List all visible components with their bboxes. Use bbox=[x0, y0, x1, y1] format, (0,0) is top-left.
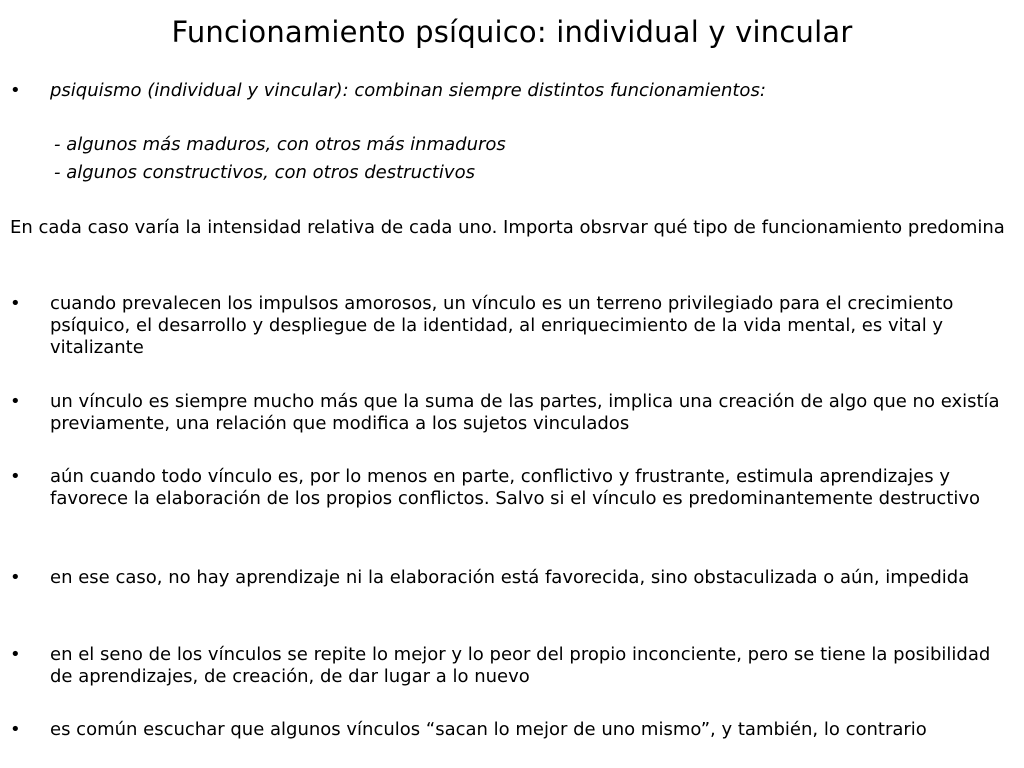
paragraph: En cada caso varía la intensidad relativa de cada uno. Importa obsrvar qué tipo de funcionamiento predomina bbox=[10, 217, 1005, 238]
bullet-text: en el seno de los vínculos se repite lo mejor y lo peor del propio inconciente, pero se tiene la posibilidad de aprendizajes, de creación, de dar lugar a lo nuevo bbox=[50, 644, 991, 687]
bullet-text: un vínculo es siempre mucho más que la suma de las partes, implica una creación de algo que no existía previamente, una relación que modifica a los sujetos vinculados bbox=[50, 391, 1000, 434]
bullet-text: aún cuando todo vínculo es, por lo menos en parte, conflictivo y frustrante, estimula aprendizajes y favorece la elaboración de los propios conflictos. Salvo si el vínculo es predominantemente destructivo bbox=[50, 466, 981, 509]
bullet-marker: • bbox=[10, 80, 21, 101]
bullet-text: es común escuchar que algunos vínculos “sacan lo mejor de uno mismo”, y también, lo contrario bbox=[50, 719, 927, 740]
bullet-marker: • bbox=[10, 391, 21, 412]
bullet-marker: • bbox=[10, 567, 21, 588]
intro-bullet-text: psiquismo (individual y vincular): combinan siempre distintos funcionamientos: bbox=[50, 80, 766, 101]
bullet-text: en ese caso, no hay aprendizaje ni la elaboración está favorecida, sino obstaculizada o aún, impedida bbox=[50, 567, 970, 588]
slide-title: Funcionamiento psíquico: individual y vincular bbox=[171, 15, 853, 49]
bullet-marker: • bbox=[10, 719, 21, 740]
sub-item: - algunos constructivos, con otros destructivos bbox=[54, 162, 475, 183]
bullet-marker: • bbox=[10, 466, 21, 487]
bullet-text: cuando prevalecen los impulsos amorosos, un vínculo es un terreno privilegiado para el crecimiento psíquico, el desarrollo y despliegue de la identidad, al enriquecimiento de la vida mental, es vital y vitalizante bbox=[50, 293, 954, 358]
sub-item: - algunos más maduros, con otros más inmaduros bbox=[54, 134, 506, 155]
bullet-marker: • bbox=[10, 293, 21, 314]
bullet-marker: • bbox=[10, 644, 21, 665]
